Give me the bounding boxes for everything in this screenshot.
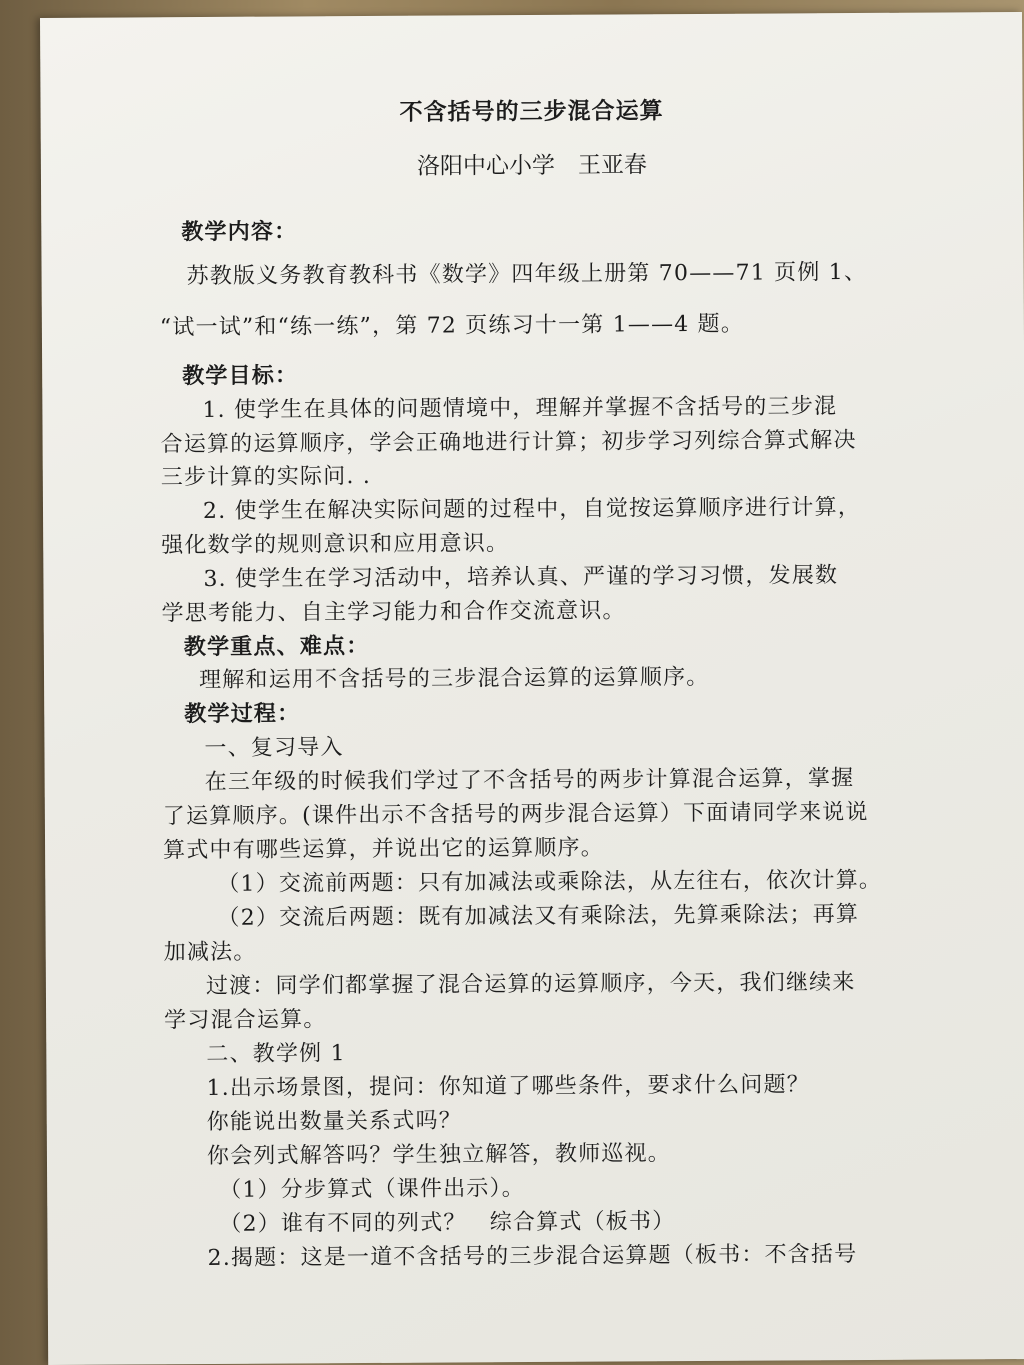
text-line: 在三年级的时候我们学过了不含括号的两步计算混合运算，掌握 <box>204 766 855 796</box>
text-line: 加减法。 <box>163 939 257 966</box>
text-line: 学思考能力、自主学习能力和合作交流意识。 <box>161 598 626 627</box>
text-line: 你会列式解答吗？学生独立解答，教师巡视。 <box>206 1141 672 1170</box>
text-line: （2）谁有不同的列式？ 综合算式（板书） <box>219 1209 676 1237</box>
section-heading: 二、教学例 1 <box>206 1041 346 1068</box>
text-line: 学习混合运算。 <box>164 1007 327 1034</box>
heading-process: 教学过程： <box>184 701 301 728</box>
text-line: 算式中有哪些运算，并说出它的运算顺序。 <box>163 835 604 864</box>
text-line: 1. 使学生在具体的问题情境中，理解并掌握不含括号的三步混 <box>202 394 838 424</box>
text-line: 了运算顺序。(课件出示不含括号的两步混合运算）下面请同学来说说 <box>162 799 869 830</box>
document-title: 不含括号的三步混合运算 <box>399 98 664 126</box>
text-line: 你能说出数量关系式吗？ <box>206 1108 463 1136</box>
text-line: 合运算的运算顺序，学会正确地进行计算；初步学习列综合算式解决 <box>160 428 857 458</box>
author-line: 洛阳中心小学 王亚春 <box>416 152 647 180</box>
text-line: 2.揭题：这是一道不含括号的三步混合运算题（板书：不含括号 <box>207 1242 858 1271</box>
text-line: 理解和运用不含括号的三步混合运算的运算顺序。 <box>198 664 710 694</box>
document-page <box>40 12 1024 1365</box>
heading-content: 教学内容： <box>181 219 298 246</box>
text-line: （2）交流后两题：既有加减法又有乘除法，先算乘除法；再算 <box>217 902 860 931</box>
text-line: 三步计算的实际问. . <box>160 463 372 491</box>
section-heading: 一、复习导入 <box>204 735 344 762</box>
text-line: 1.出示场景图，提问：你知道了哪些条件，要求什么问题？ <box>206 1072 811 1102</box>
text-line: “试一试”和“练一练”，第 72 页练习十一第 1——4 题。 <box>159 311 745 341</box>
text-line: 过渡：同学们都掌握了混合运算的运算顺序，今天，我们继续来 <box>205 970 856 1000</box>
text-line: 3. 使学生在学习活动中，培养认真、严谨的学习习惯，发展数 <box>203 563 839 593</box>
text-line: （1）交流前两题：只有加减法或乘除法，从左往右，依次计算。 <box>217 867 883 897</box>
text-line: （1）分步算式（课件出示）。 <box>219 1176 526 1203</box>
text-line: 强化数学的规则意识和应用意识。 <box>161 531 510 559</box>
heading-key-points: 教学重点、难点： <box>183 633 370 661</box>
heading-goals: 教学目标： <box>182 363 299 390</box>
text-line: 苏教版义务教育教科书《数学》四年级上册第 70——71 页例 1、 <box>186 259 868 290</box>
text-line: 2. 使学生在解决实际问题的过程中，自觉按运算顺序进行计算， <box>202 494 862 525</box>
